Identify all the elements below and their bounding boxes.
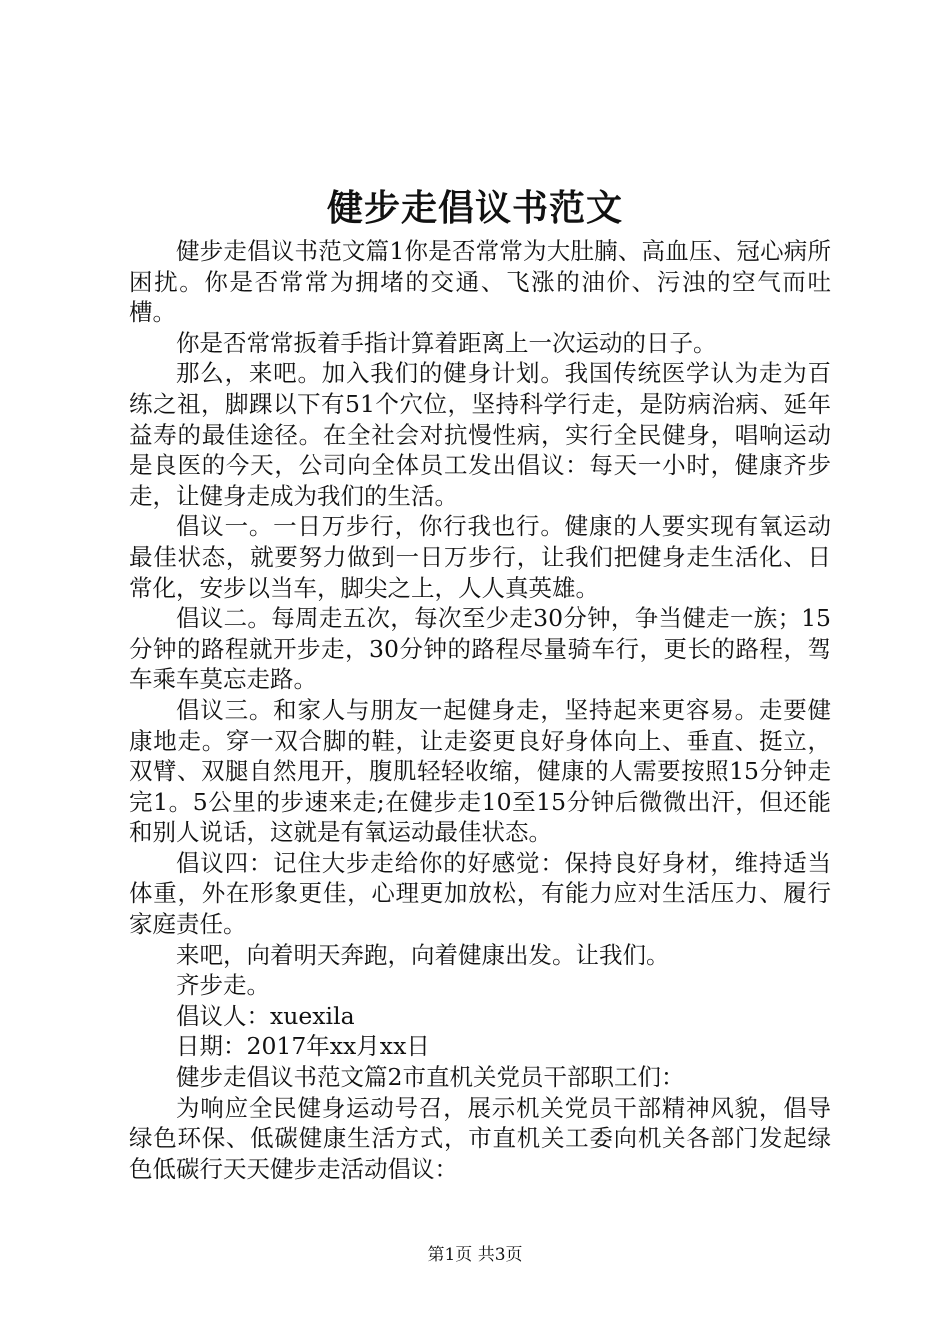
document-title: 健步走倡议书范文: [326, 187, 623, 229]
paragraph: 健步走倡议书范文篇1你是否常常为大肚腩、高血压、冠心病所困扰。你是否常常为拥堵的交通、飞涨的油价、污浊的空气而吐槽。: [129, 237, 831, 327]
paragraph: 倡议二。每周走五次，每次至少走30分钟，争当健走一族；15分钟的路程就开步走，30分钟的路程尽量骑车行，更长的路程，驾车乘车莫忘走路。: [129, 604, 831, 694]
paragraph: 为响应全民健身运动号召，展示机关党员干部精神风貌，倡导绿色环保、低碳健康生活方式，市直机关工委向机关各部门发起绿色低碳行天天健步走活动倡议：: [129, 1093, 831, 1183]
paragraph: 倡议三。和家人与朋友一起健身走，坚持起来更容易。走要健康地走。穿一双合脚的鞋，让走姿更良好身体向上、垂直、挺立，双臂、双腿自然甩开，腹肌轻轻收缩，健康的人需要按照15分钟走完1。5公里的步速来走;在健步走10至15分钟后微微出汗，但还能和别人说话，这就是有氧运动最佳状态。: [129, 695, 831, 847]
paragraph: 倡议一。一日万步行，你行我也行。健康的人要实现有氧运动最佳状态，就要努力做到一日万步行，让我们把健身走生活化、日常化，安步以当车，脚尖之上，人人真英雄。: [129, 512, 831, 602]
paragraph: 齐步走。: [176, 971, 270, 1000]
paragraph: 来吧，向着明天奔跑，向着健康出发。让我们。: [176, 940, 670, 969]
signature-line: 倡议人：xuexila: [176, 1001, 355, 1030]
paragraph: 健步走倡议书范文篇2市直机关党员干部职工们：: [176, 1063, 685, 1092]
paragraph: 你是否常常扳着手指计算着距离上一次运动的日子。: [176, 328, 717, 357]
date-line: 日期：2017年xx月xx日: [176, 1032, 430, 1061]
document-body: [129, 236, 831, 1184]
paragraph: 那么，来吧。加入我们的健身计划。我国传统医学认为走为百练之祖，脚踝以下有51个穴位，坚持科学行走，是防病治病、延年益寿的最佳途径。在全社会对抗慢性病，实行全民健身，唱响运动是良医的今天，公司向全体员工发出倡议：每天一小时，健康齐步走，让健身走成为我们的生活。: [129, 359, 831, 510]
paragraph: 倡议四：记住大步走给你的好感觉：保持良好身材，维持适当体重，外在形象更佳，心理更加放松，有能力应对生活压力、履行家庭责任。: [129, 848, 831, 939]
page-footer: 第1页 共3页: [427, 1245, 523, 1265]
